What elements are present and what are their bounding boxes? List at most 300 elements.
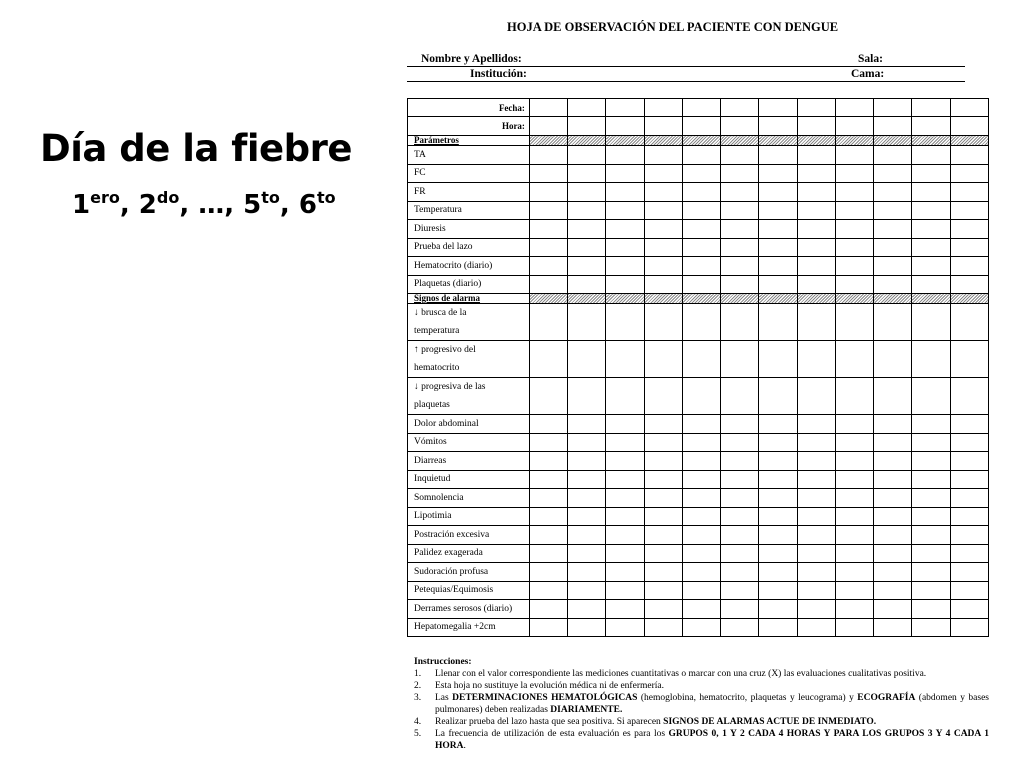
entry-cell[interactable]	[759, 452, 797, 471]
entry-cell[interactable]	[874, 257, 912, 276]
entry-cell[interactable]	[682, 164, 720, 183]
entry-cell[interactable]	[950, 146, 988, 165]
entry-cell[interactable]	[721, 470, 759, 489]
entry-cell[interactable]	[835, 99, 873, 117]
entry-cell[interactable]	[759, 544, 797, 563]
entry-cell[interactable]	[759, 433, 797, 452]
entry-cell[interactable]	[644, 433, 682, 452]
entry-cell[interactable]	[759, 275, 797, 294]
entry-cell[interactable]	[644, 489, 682, 508]
entry-cell[interactable]	[950, 618, 988, 637]
entry-cell[interactable]	[606, 146, 644, 165]
entry-cell[interactable]	[759, 201, 797, 220]
entry-cell[interactable]	[797, 563, 835, 582]
entry-cell[interactable]	[950, 378, 988, 415]
entry-cell[interactable]	[912, 433, 950, 452]
entry-cell[interactable]	[874, 341, 912, 378]
entry-cell[interactable]	[759, 507, 797, 526]
entry-cell[interactable]	[835, 489, 873, 508]
entry-cell[interactable]	[797, 164, 835, 183]
entry-cell[interactable]	[759, 183, 797, 202]
entry-cell[interactable]	[682, 433, 720, 452]
entry-cell[interactable]	[568, 618, 606, 637]
entry-cell[interactable]	[835, 470, 873, 489]
entry-cell[interactable]	[529, 378, 567, 415]
entry-cell[interactable]	[912, 146, 950, 165]
entry-cell[interactable]	[912, 99, 950, 117]
entry-cell[interactable]	[682, 452, 720, 471]
entry-cell[interactable]	[912, 117, 950, 136]
entry-cell[interactable]	[721, 452, 759, 471]
entry-cell[interactable]	[568, 544, 606, 563]
entry-cell[interactable]	[568, 581, 606, 600]
entry-cell[interactable]	[912, 341, 950, 378]
entry-cell[interactable]	[950, 544, 988, 563]
entry-cell[interactable]	[912, 164, 950, 183]
entry-cell[interactable]	[529, 183, 567, 202]
entry-cell[interactable]	[759, 238, 797, 257]
entry-cell[interactable]	[835, 257, 873, 276]
entry-cell[interactable]	[950, 341, 988, 378]
entry-cell[interactable]	[797, 470, 835, 489]
entry-cell[interactable]	[568, 257, 606, 276]
entry-cell[interactable]	[529, 201, 567, 220]
entry-cell[interactable]	[529, 146, 567, 165]
entry-cell[interactable]	[759, 600, 797, 619]
entry-cell[interactable]	[874, 581, 912, 600]
entry-cell[interactable]	[606, 433, 644, 452]
entry-cell[interactable]	[568, 489, 606, 508]
entry-cell[interactable]	[835, 146, 873, 165]
entry-cell[interactable]	[874, 526, 912, 545]
entry-cell[interactable]	[950, 220, 988, 239]
entry-cell[interactable]	[950, 164, 988, 183]
entry-cell[interactable]	[529, 452, 567, 471]
entry-cell[interactable]	[759, 220, 797, 239]
entry-cell[interactable]	[950, 600, 988, 619]
entry-cell[interactable]	[835, 117, 873, 136]
entry-cell[interactable]	[529, 526, 567, 545]
entry-cell[interactable]	[912, 507, 950, 526]
entry-cell[interactable]	[529, 563, 567, 582]
entry-cell[interactable]	[835, 507, 873, 526]
entry-cell[interactable]	[568, 470, 606, 489]
entry-cell[interactable]	[874, 452, 912, 471]
entry-cell[interactable]	[682, 489, 720, 508]
entry-cell[interactable]	[721, 238, 759, 257]
entry-cell[interactable]	[835, 526, 873, 545]
entry-cell[interactable]	[721, 415, 759, 434]
entry-cell[interactable]	[797, 275, 835, 294]
entry-cell[interactable]	[874, 99, 912, 117]
entry-cell[interactable]	[759, 117, 797, 136]
entry-cell[interactable]	[759, 146, 797, 165]
entry-cell[interactable]	[606, 507, 644, 526]
entry-cell[interactable]	[529, 600, 567, 619]
entry-cell[interactable]	[874, 544, 912, 563]
entry-cell[interactable]	[568, 507, 606, 526]
entry-cell[interactable]	[568, 201, 606, 220]
entry-cell[interactable]	[644, 544, 682, 563]
entry-cell[interactable]	[759, 563, 797, 582]
entry-cell[interactable]	[568, 183, 606, 202]
entry-cell[interactable]	[912, 470, 950, 489]
entry-cell[interactable]	[568, 238, 606, 257]
entry-cell[interactable]	[912, 526, 950, 545]
entry-cell[interactable]	[797, 117, 835, 136]
entry-cell[interactable]	[721, 99, 759, 117]
entry-cell[interactable]	[606, 489, 644, 508]
entry-cell[interactable]	[682, 201, 720, 220]
entry-cell[interactable]	[568, 164, 606, 183]
entry-cell[interactable]	[606, 304, 644, 341]
entry-cell[interactable]	[682, 275, 720, 294]
entry-cell[interactable]	[874, 238, 912, 257]
entry-cell[interactable]	[912, 563, 950, 582]
entry-cell[interactable]	[644, 257, 682, 276]
entry-cell[interactable]	[644, 526, 682, 545]
entry-cell[interactable]	[835, 304, 873, 341]
entry-cell[interactable]	[682, 146, 720, 165]
entry-cell[interactable]	[606, 117, 644, 136]
entry-cell[interactable]	[874, 600, 912, 619]
entry-cell[interactable]	[721, 600, 759, 619]
entry-cell[interactable]	[950, 489, 988, 508]
entry-cell[interactable]	[721, 220, 759, 239]
entry-cell[interactable]	[797, 526, 835, 545]
entry-cell[interactable]	[950, 526, 988, 545]
entry-cell[interactable]	[950, 117, 988, 136]
entry-cell[interactable]	[835, 433, 873, 452]
entry-cell[interactable]	[835, 201, 873, 220]
entry-cell[interactable]	[835, 452, 873, 471]
entry-cell[interactable]	[721, 526, 759, 545]
entry-cell[interactable]	[950, 415, 988, 434]
entry-cell[interactable]	[682, 257, 720, 276]
entry-cell[interactable]	[644, 581, 682, 600]
entry-cell[interactable]	[529, 220, 567, 239]
entry-cell[interactable]	[912, 378, 950, 415]
entry-cell[interactable]	[835, 600, 873, 619]
entry-cell[interactable]	[797, 183, 835, 202]
entry-cell[interactable]	[797, 257, 835, 276]
entry-cell[interactable]	[759, 378, 797, 415]
entry-cell[interactable]	[759, 489, 797, 508]
entry-cell[interactable]	[950, 275, 988, 294]
entry-cell[interactable]	[529, 433, 567, 452]
entry-cell[interactable]	[606, 99, 644, 117]
entry-cell[interactable]	[835, 183, 873, 202]
entry-cell[interactable]	[568, 146, 606, 165]
entry-cell[interactable]	[912, 304, 950, 341]
entry-cell[interactable]	[874, 275, 912, 294]
entry-cell[interactable]	[950, 452, 988, 471]
entry-cell[interactable]	[759, 526, 797, 545]
entry-cell[interactable]	[568, 99, 606, 117]
entry-cell[interactable]	[835, 164, 873, 183]
entry-cell[interactable]	[912, 618, 950, 637]
entry-cell[interactable]	[721, 544, 759, 563]
entry-cell[interactable]	[568, 563, 606, 582]
entry-cell[interactable]	[874, 470, 912, 489]
entry-cell[interactable]	[950, 201, 988, 220]
entry-cell[interactable]	[721, 117, 759, 136]
entry-cell[interactable]	[529, 257, 567, 276]
entry-cell[interactable]	[797, 99, 835, 117]
entry-cell[interactable]	[835, 415, 873, 434]
entry-cell[interactable]	[568, 220, 606, 239]
entry-cell[interactable]	[568, 415, 606, 434]
entry-cell[interactable]	[721, 275, 759, 294]
entry-cell[interactable]	[568, 275, 606, 294]
entry-cell[interactable]	[606, 452, 644, 471]
entry-cell[interactable]	[644, 452, 682, 471]
entry-cell[interactable]	[759, 99, 797, 117]
entry-cell[interactable]	[568, 452, 606, 471]
entry-cell[interactable]	[606, 183, 644, 202]
entry-cell[interactable]	[568, 341, 606, 378]
entry-cell[interactable]	[835, 581, 873, 600]
entry-cell[interactable]	[529, 117, 567, 136]
entry-cell[interactable]	[721, 618, 759, 637]
entry-cell[interactable]	[682, 341, 720, 378]
entry-cell[interactable]	[835, 275, 873, 294]
entry-cell[interactable]	[759, 257, 797, 276]
entry-cell[interactable]	[912, 581, 950, 600]
entry-cell[interactable]	[874, 183, 912, 202]
entry-cell[interactable]	[950, 257, 988, 276]
entry-cell[interactable]	[682, 526, 720, 545]
entry-cell[interactable]	[682, 507, 720, 526]
entry-cell[interactable]	[606, 201, 644, 220]
entry-cell[interactable]	[721, 183, 759, 202]
entry-cell[interactable]	[912, 489, 950, 508]
entry-cell[interactable]	[529, 164, 567, 183]
entry-cell[interactable]	[606, 600, 644, 619]
entry-cell[interactable]	[721, 146, 759, 165]
entry-cell[interactable]	[835, 563, 873, 582]
entry-cell[interactable]	[950, 183, 988, 202]
entry-cell[interactable]	[835, 378, 873, 415]
entry-cell[interactable]	[644, 600, 682, 619]
entry-cell[interactable]	[797, 544, 835, 563]
entry-cell[interactable]	[721, 489, 759, 508]
entry-cell[interactable]	[797, 489, 835, 508]
entry-cell[interactable]	[721, 201, 759, 220]
entry-cell[interactable]	[874, 146, 912, 165]
entry-cell[interactable]	[606, 378, 644, 415]
entry-cell[interactable]	[874, 304, 912, 341]
entry-cell[interactable]	[682, 378, 720, 415]
entry-cell[interactable]	[721, 433, 759, 452]
entry-cell[interactable]	[874, 220, 912, 239]
entry-cell[interactable]	[950, 433, 988, 452]
entry-cell[interactable]	[568, 433, 606, 452]
entry-cell[interactable]	[835, 544, 873, 563]
entry-cell[interactable]	[950, 507, 988, 526]
entry-cell[interactable]	[797, 341, 835, 378]
entry-cell[interactable]	[606, 164, 644, 183]
entry-cell[interactable]	[721, 563, 759, 582]
entry-cell[interactable]	[644, 164, 682, 183]
entry-cell[interactable]	[606, 275, 644, 294]
entry-cell[interactable]	[682, 581, 720, 600]
entry-cell[interactable]	[950, 563, 988, 582]
entry-cell[interactable]	[529, 581, 567, 600]
entry-cell[interactable]	[682, 183, 720, 202]
entry-cell[interactable]	[682, 600, 720, 619]
entry-cell[interactable]	[644, 201, 682, 220]
entry-cell[interactable]	[529, 304, 567, 341]
entry-cell[interactable]	[759, 341, 797, 378]
entry-cell[interactable]	[529, 544, 567, 563]
entry-cell[interactable]	[835, 618, 873, 637]
entry-cell[interactable]	[759, 581, 797, 600]
entry-cell[interactable]	[797, 507, 835, 526]
entry-cell[interactable]	[644, 99, 682, 117]
entry-cell[interactable]	[874, 433, 912, 452]
entry-cell[interactable]	[912, 238, 950, 257]
entry-cell[interactable]	[606, 526, 644, 545]
entry-cell[interactable]	[950, 238, 988, 257]
entry-cell[interactable]	[912, 415, 950, 434]
entry-cell[interactable]	[874, 378, 912, 415]
entry-cell[interactable]	[606, 470, 644, 489]
entry-cell[interactable]	[835, 220, 873, 239]
entry-cell[interactable]	[874, 415, 912, 434]
entry-cell[interactable]	[759, 164, 797, 183]
entry-cell[interactable]	[568, 600, 606, 619]
entry-cell[interactable]	[874, 489, 912, 508]
entry-cell[interactable]	[759, 304, 797, 341]
entry-cell[interactable]	[644, 618, 682, 637]
entry-cell[interactable]	[606, 563, 644, 582]
entry-cell[interactable]	[529, 341, 567, 378]
entry-cell[interactable]	[682, 99, 720, 117]
entry-cell[interactable]	[797, 238, 835, 257]
entry-cell[interactable]	[912, 201, 950, 220]
entry-cell[interactable]	[797, 618, 835, 637]
entry-cell[interactable]	[644, 117, 682, 136]
entry-cell[interactable]	[644, 146, 682, 165]
entry-cell[interactable]	[797, 452, 835, 471]
entry-cell[interactable]	[950, 99, 988, 117]
entry-cell[interactable]	[644, 563, 682, 582]
entry-cell[interactable]	[874, 507, 912, 526]
entry-cell[interactable]	[529, 275, 567, 294]
entry-cell[interactable]	[874, 618, 912, 637]
entry-cell[interactable]	[912, 220, 950, 239]
entry-cell[interactable]	[759, 415, 797, 434]
entry-cell[interactable]	[568, 117, 606, 136]
entry-cell[interactable]	[644, 470, 682, 489]
entry-cell[interactable]	[529, 238, 567, 257]
entry-cell[interactable]	[606, 341, 644, 378]
entry-cell[interactable]	[529, 618, 567, 637]
entry-cell[interactable]	[912, 452, 950, 471]
entry-cell[interactable]	[721, 257, 759, 276]
entry-cell[interactable]	[835, 238, 873, 257]
entry-cell[interactable]	[644, 415, 682, 434]
entry-cell[interactable]	[606, 581, 644, 600]
entry-cell[interactable]	[835, 341, 873, 378]
entry-cell[interactable]	[529, 507, 567, 526]
entry-cell[interactable]	[529, 489, 567, 508]
entry-cell[interactable]	[797, 600, 835, 619]
entry-cell[interactable]	[912, 275, 950, 294]
entry-cell[interactable]	[797, 304, 835, 341]
entry-cell[interactable]	[682, 618, 720, 637]
entry-cell[interactable]	[797, 415, 835, 434]
entry-cell[interactable]	[606, 238, 644, 257]
entry-cell[interactable]	[874, 117, 912, 136]
entry-cell[interactable]	[721, 378, 759, 415]
entry-cell[interactable]	[644, 238, 682, 257]
entry-cell[interactable]	[797, 581, 835, 600]
entry-cell[interactable]	[529, 99, 567, 117]
entry-cell[interactable]	[644, 275, 682, 294]
entry-cell[interactable]	[950, 304, 988, 341]
entry-cell[interactable]	[606, 544, 644, 563]
entry-cell[interactable]	[644, 183, 682, 202]
entry-cell[interactable]	[644, 507, 682, 526]
entry-cell[interactable]	[759, 470, 797, 489]
entry-cell[interactable]	[874, 164, 912, 183]
entry-cell[interactable]	[682, 415, 720, 434]
entry-cell[interactable]	[606, 257, 644, 276]
entry-cell[interactable]	[682, 470, 720, 489]
entry-cell[interactable]	[682, 304, 720, 341]
entry-cell[interactable]	[682, 220, 720, 239]
entry-cell[interactable]	[912, 183, 950, 202]
entry-cell[interactable]	[644, 378, 682, 415]
entry-cell[interactable]	[912, 600, 950, 619]
entry-cell[interactable]	[682, 563, 720, 582]
entry-cell[interactable]	[950, 581, 988, 600]
entry-cell[interactable]	[606, 415, 644, 434]
entry-cell[interactable]	[682, 544, 720, 563]
entry-cell[interactable]	[644, 220, 682, 239]
entry-cell[interactable]	[797, 378, 835, 415]
entry-cell[interactable]	[721, 304, 759, 341]
entry-cell[interactable]	[568, 526, 606, 545]
entry-cell[interactable]	[721, 341, 759, 378]
entry-cell[interactable]	[912, 257, 950, 276]
entry-cell[interactable]	[721, 507, 759, 526]
entry-cell[interactable]	[606, 618, 644, 637]
entry-cell[interactable]	[721, 581, 759, 600]
entry-cell[interactable]	[797, 433, 835, 452]
entry-cell[interactable]	[874, 563, 912, 582]
entry-cell[interactable]	[721, 164, 759, 183]
entry-cell[interactable]	[759, 618, 797, 637]
entry-cell[interactable]	[950, 470, 988, 489]
entry-cell[interactable]	[606, 220, 644, 239]
entry-cell[interactable]	[912, 544, 950, 563]
entry-cell[interactable]	[568, 378, 606, 415]
entry-cell[interactable]	[797, 220, 835, 239]
entry-cell[interactable]	[644, 304, 682, 341]
entry-cell[interactable]	[682, 117, 720, 136]
entry-cell[interactable]	[874, 201, 912, 220]
entry-cell[interactable]	[529, 415, 567, 434]
entry-cell[interactable]	[568, 304, 606, 341]
entry-cell[interactable]	[529, 470, 567, 489]
entry-cell[interactable]	[682, 238, 720, 257]
entry-cell[interactable]	[797, 146, 835, 165]
entry-cell[interactable]	[644, 341, 682, 378]
entry-cell[interactable]	[797, 201, 835, 220]
